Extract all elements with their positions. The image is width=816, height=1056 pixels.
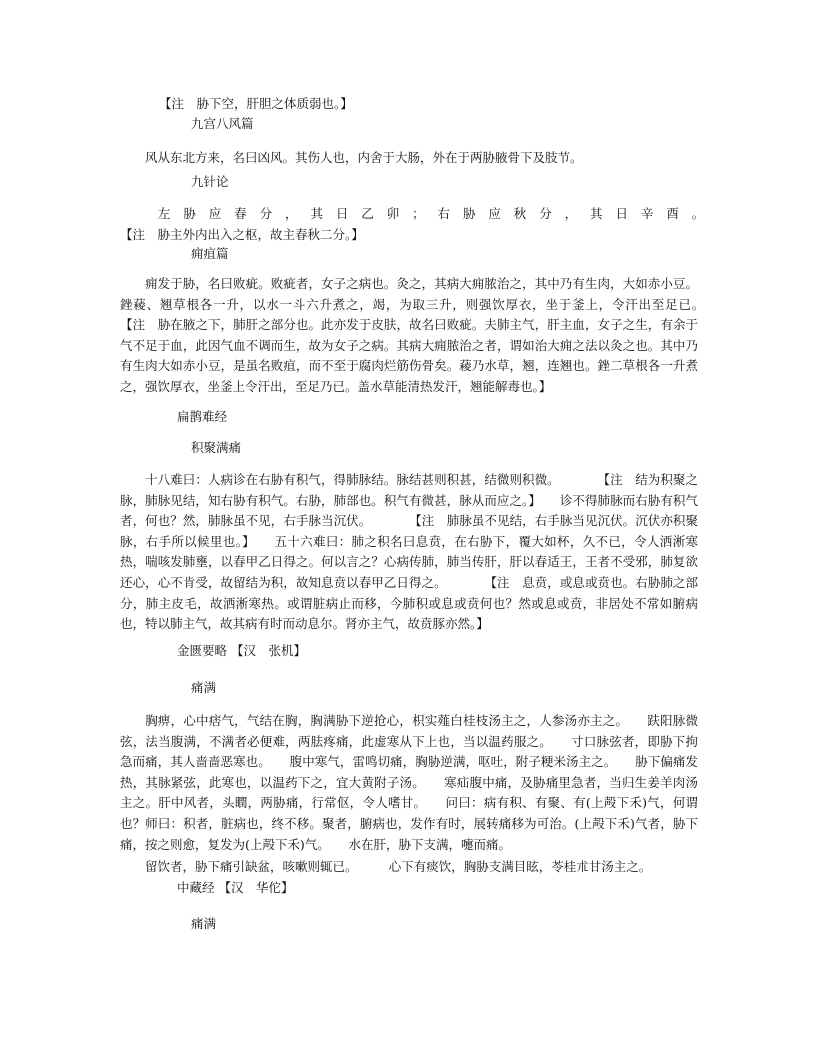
section-title-tongman-1: 痛满 [191,680,217,695]
section-title-jiuzhen: 九针论 [191,174,229,189]
section-title-jingui: 金匮要略 【汉 张机】 [177,643,306,658]
paragraph-yongju [120,274,698,398]
body-text: 诊不得肺脉而右胁有积气者，何也？然，肺脉虽不见，右手脉当沉伏。 [120,492,698,529]
paragraph-jiuzhen [120,204,698,245]
annotation-text: 【注 息贲，或息或贲也。右胁肺之部分，肺主皮毛，故洒淅寒热。或谓脏病止而移，今肺积或息或贲何也？然或息或贲，非居处不常如腑病也，特以肺主气，故其病有时而动息尔。肾亦主气，故贲豚亦然。】 [120,574,698,632]
body-text: 左胁应春分，其日乙卯；右胁应秋分，其日辛酉。 [145,206,698,221]
section-title-yongju: 痈疽篇 [191,246,229,261]
paragraph-liuyin: 留饮者，胁下痛引缺盆，咳嗽则辄已。 心下有痰饮，胸胁支满目眩，苓桂朮甘汤主之。 [145,859,652,874]
annotation-text: 【注 胁主外内出入之枢，故主春秋二分。】 [120,226,364,242]
section-title-bianque: 扁鹊难经 [177,409,228,424]
paragraph-nanjing [120,470,698,635]
section-title-jiju: 积聚满痛 [191,440,242,455]
paragraph-jingui: 胸痹，心中痞气，气结在胸，胸满胁下逆抢心，枳实薤白桂枝汤主之，人参汤亦主之。 趺阳脉微弦，法当腹满，不满者必便难，两胠疼痛，此虚寒从下上也，当以温药服之。 寸口脉弦者，即胁下拘急而痛，其人啬啬恶寒也。 腹中寒气，雷鸣切痛，胸胁逆满，呕吐，附子粳米汤主之。 胁下偏痛发热，其脉紧弦，此寒也，以温药下之，宜大黄附子汤。 寒疝腹中痛，及胁痛里急者，当归生姜羊肉汤主之。肝中风者，头瞤，两胁痛，行常伛，令人嗜甘。 问曰：病有积、有聚、有(上殸下禾)气，何谓也？师曰：积者，脏病也，终不移。聚者，腑病也，发作有时，展转痛移为可治。(上殸下禾)气者，胁下痛，按之则愈，复发为(上殸下禾)气。 水在肝，胁下支满，嚏而痛。 [120,713,698,852]
annotation-text: 【注 胁在腋之下，肺肝之部分也。此亦发于皮肤，故名曰败疵。夫肺主气，肝主血，女子之生，有余于气不足于血，此因气血不调而生，故为女子之病。其病大痈脓治之者，谓如治大痈之法以灸之也。其中乃有生肉大如赤小豆，是虽名败疽，而不至于腐肉烂筋伤骨矣。薐乃水草，翘，连翘也。銼二草根各一升煮之，强饮厚衣，坐釜上令汗出，至足乃已。盖水草能清热发汗，翘能解毒也。】 [120,317,698,394]
annotation-text: 【注 结为积聚之脉，肺脉见结，知右胁有积气。右胁，肺部也。积气有微甚，脉从而应之。】 [120,472,698,508]
paragraph-jiugong: 风从东北方来，名曰凶风。其伤人也，内舍于大肠，外在于两胁腋骨下及肢节。 [145,150,583,165]
body-text: 十八难曰：人病诊在右胁有积气，得肺脉结。脉结甚则积甚，结微则积微。 [145,472,554,487]
annotation-text: 【注 肺脉虽不见结，右手脉当见沉伏。沉伏亦积聚脉，右手所以候里也。】 [120,513,698,549]
section-title-tongman-2: 痛满 [191,916,217,931]
body-text: 痈发于胁，名曰败疵。败疵者，女子之病也。灸之，其病大痈脓治之，其中乃有生肉，大如赤小豆。銼薐、翘草根各一升，以水一斗六升煮之，竭，为取三升，则强饮厚衣，坐于釜上，令汗出至足已。 [120,276,698,312]
section-title-jiugong: 九宫八风篇 [191,116,254,131]
section-title-zhongzang: 中藏经 【汉 华佗】 [177,880,294,895]
body-text: 五十六难曰：肺之积名曰息贲，在右胁下，覆大如杯，久不已，令人洒淅寒热，喘咳发肺壅，以春甲乙日得之。何以言之？心病传肺，肺当传肝，肝以春适王，王者不受邪，肺复欲还心，心不肯受，故留结为积，故知息贲以春甲乙日得之。 [120,533,698,590]
note-line: 【注 胁下空，肝胆之体质弱也。】 [159,96,353,111]
